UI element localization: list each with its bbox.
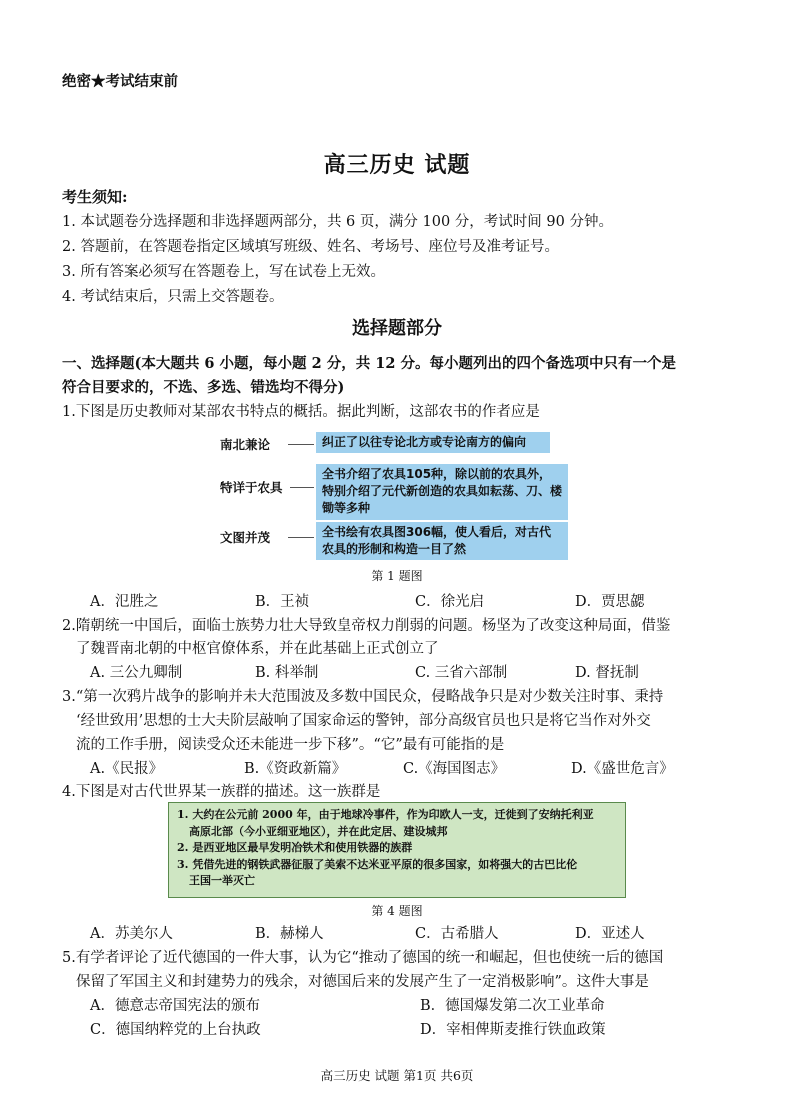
notice-item: 4. 考试结束后，只需上交答题卷。 (62, 289, 284, 305)
option-c: C．徐光启 (415, 594, 485, 610)
figure-row-box: 纠正了以往专论北方或专论南方的偏向 (316, 432, 550, 453)
option-a: A. 三公九卿制 (90, 665, 183, 681)
notice-heading: 考生须知: (62, 188, 128, 206)
option-c: C．德国纳粹党的上台执政 (90, 1022, 261, 1038)
figure-caption: 第 4 题图 (371, 904, 423, 918)
option-d: D．宰相俾斯麦推行铁血政策 (420, 1022, 606, 1038)
option-d: D．贾思勰 (575, 594, 645, 610)
question-3-stem: 流的工作手册，阅读受众还未能进一步下移”。“它”最有可能指的是 (76, 737, 505, 753)
option-c: C.《海国图志》 (403, 761, 506, 777)
question-5-stem: 保留了军国主义和封建势力的残余，对德国后来的发展产生了一定消极影响”。这件大事是 (76, 974, 649, 990)
part-instructions: 符合目要求的，不选、多选、错选均不得分) (62, 379, 345, 396)
figure-text-line: 高原北部（今小亚细亚地区），并在此定居、建设城邦 (189, 824, 448, 838)
option-b: B．王祯 (255, 594, 310, 610)
option-d: D．亚述人 (575, 926, 645, 942)
option-b: B．赫梯人 (255, 926, 324, 942)
option-a: A．苏美尔人 (90, 926, 173, 942)
option-b: B．德国爆发第二次工业革命 (420, 998, 605, 1014)
connector-line (288, 444, 314, 445)
figure-text-line: 王国一举灭亡 (189, 874, 255, 887)
notice-item: 3. 所有答案必须写在答题卷上，写在试卷上无效。 (62, 264, 385, 280)
figure-text-line: 2. 是西亚地区最早发明冶铁术和使用铁器的族群 (177, 841, 413, 854)
figure-row-label: 文图并茂 (220, 530, 271, 545)
option-c: C．古希腊人 (415, 926, 499, 942)
notice-item: 1. 本试题卷分选择题和非选择题两部分，共 6 页，满分 100 分，考试时间 90 分钟。 (62, 214, 613, 230)
question-4-figure (168, 802, 626, 898)
part-instructions: 一、选择题(本大题共 6 小题，每小题 2 分，共 12 分。每小题列出的四个备选项中只有一个是 (62, 355, 677, 372)
figure-text-line: 1. 大约在公元前 2000 年，由于地球冷事件，作为印欧人一支，迁徙到了安纳托利亚 (177, 808, 594, 821)
option-d: D. 督抚制 (575, 665, 639, 681)
question-2-stem: 2.隋朝统一中国后，面临士族势力壮大导致皇帝权力削弱的问题。杨坚为了改变这种局面，借鉴 (62, 618, 671, 634)
option-a: A．德意志帝国宪法的颁布 (90, 998, 260, 1014)
connector-line (288, 537, 314, 538)
figure-row-box: 全书绘有农具图306幅，使人看后，对古代农具的形制和构造一目了然 (316, 522, 568, 560)
secret-label: 绝密★考试结束前 (62, 73, 178, 90)
page-footer: 高三历史 试题 第1页 共6页 (320, 1068, 474, 1083)
figure-row-label: 特详于农具 (220, 480, 283, 495)
page-title: 高三历史 试题 (323, 152, 471, 178)
question-3-stem: ‘经世致用’思想的士大夫阶层敲响了国家命运的警钟，部分高级官员也只是将它当作对外交 (76, 713, 651, 729)
question-5-stem: 5.有学者评论了近代德国的一件大事，认为它“推动了德国的统一和崛起，但也使统一后的德国 (62, 950, 664, 966)
notice-item: 2. 答题前，在答题卷指定区域填写班级、姓名、考场号、座位号及准考证号。 (62, 239, 559, 255)
option-c: C. 三省六部制 (415, 665, 508, 681)
figure-text-line: 3. 凭借先进的钢铁武器征服了美索不达米亚平原的很多国家，如将强大的古巴比伦 (177, 857, 578, 871)
option-a: A．氾胜之 (90, 594, 159, 610)
option-a: A.《民报》 (90, 761, 164, 777)
question-3-stem: 3.“第一次鸦片战争的影响并未大范围波及多数中国民众，侵略战争只是对少数关注时事、秉持 (62, 689, 664, 705)
option-b: B. 科举制 (255, 665, 319, 681)
figure-row-label: 南北兼论 (220, 437, 271, 452)
question-2-stem: 了魏晋南北朝的中枢官僚体系，并在此基础上正式创立了 (76, 641, 439, 657)
figure-caption: 第 1 题图 (371, 569, 423, 583)
option-b: B.《资政新篇》 (244, 761, 347, 777)
option-d: D.《盛世危言》 (571, 761, 674, 777)
question-1-stem: 1.下图是历史教师对某部农书特点的概括。据此判断，这部农书的作者应是 (62, 404, 540, 420)
section-title: 选择题部分 (352, 318, 442, 339)
figure-row-box: 全书介绍了农具105种，除以前的农具外，特别介绍了元代新创造的农具如耘荡、刀、楼锄等多种 (316, 464, 568, 520)
connector-line (290, 487, 314, 488)
question-4-stem: 4.下图是对古代世界某一族群的描述。这一族群是 (62, 784, 381, 800)
